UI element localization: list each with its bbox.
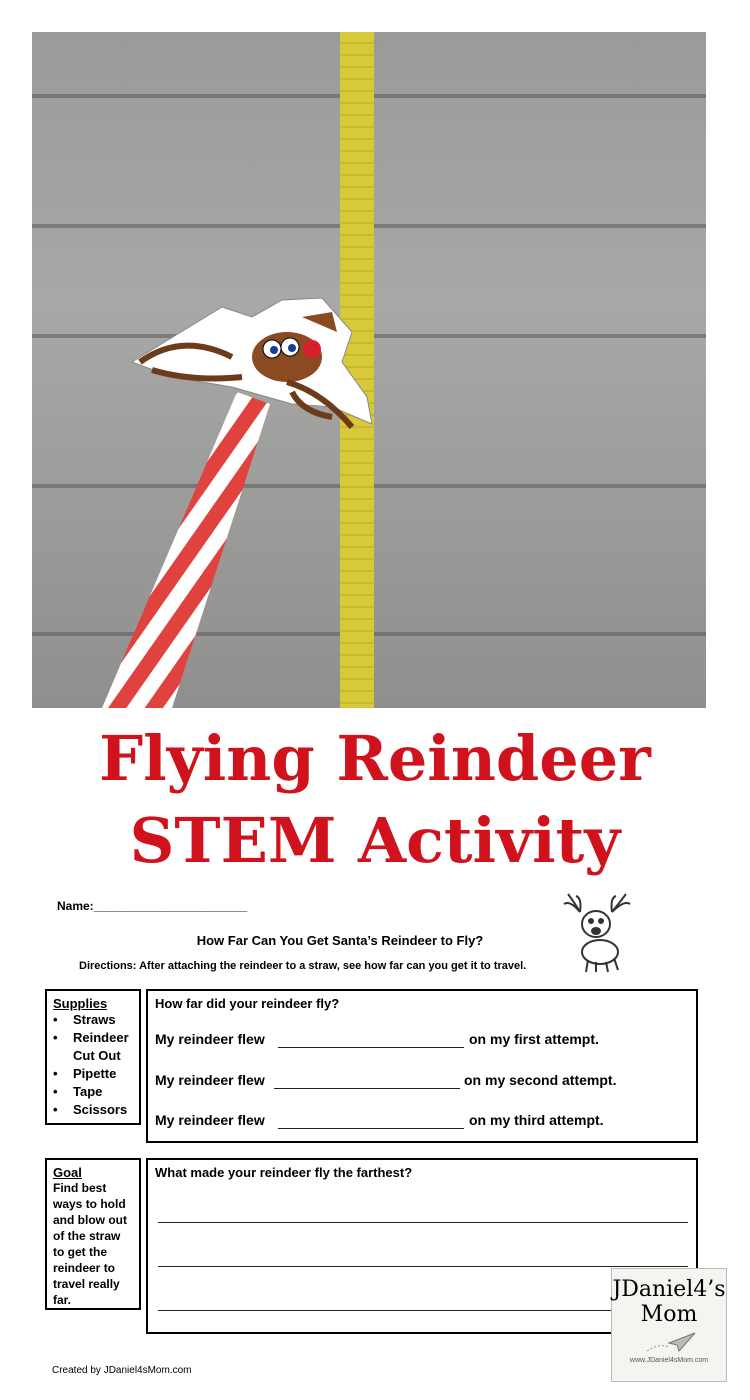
supply-item: • Scissors <box>53 1101 133 1119</box>
worksheet-directions: Directions: After attaching the reindeer to a straw, see how far can you get it to travel. <box>79 960 527 972</box>
paper-plane-icon <box>639 1329 699 1357</box>
reflection-line-1[interactable] <box>158 1222 688 1223</box>
logo-line1: JDaniel4’s <box>612 1277 726 1302</box>
reflection-question: What made your reindeer fly the farthest? <box>155 1165 413 1180</box>
reindeer-icon <box>560 892 636 974</box>
attempts-box <box>146 989 698 1143</box>
page-title-line1: Flying Reindeer <box>99 722 651 795</box>
straw-and-reindeer <box>32 32 706 708</box>
attempt-3-suffix: on my third attempt. <box>469 1112 604 1128</box>
attempt-2-label: My reindeer flew <box>155 1072 265 1088</box>
attempts-question: How far did your reindeer fly? <box>155 996 340 1011</box>
reflection-line-2[interactable] <box>158 1266 688 1267</box>
supplies-label: Supplies <box>53 996 108 1011</box>
supplies-box <box>45 989 141 1125</box>
goal-box <box>45 1158 141 1310</box>
attempt-1-suffix: on my first attempt. <box>469 1031 599 1047</box>
goal-label: Goal <box>53 1165 82 1180</box>
site-logo[interactable] <box>611 1268 727 1382</box>
attempt-3-label: My reindeer flew <box>155 1112 265 1128</box>
attempt-1-label: My reindeer flew <box>155 1031 265 1047</box>
goal-text: Find best ways to hold and blow out of the straw to get the reindeer to travel really far. <box>53 1181 127 1307</box>
reflection-line-3[interactable] <box>158 1310 618 1311</box>
supply-item: • Pipette <box>53 1065 133 1083</box>
worksheet-heading: How Far Can You Get Santa’s Reindeer to Fly? <box>196 933 484 948</box>
hero-photo <box>32 32 706 708</box>
attempt-1-blank[interactable] <box>278 1047 464 1048</box>
attempt-2-blank[interactable] <box>274 1088 460 1089</box>
supply-item: • Straws <box>53 1011 133 1029</box>
supply-item: • Tape <box>53 1083 133 1101</box>
logo-url: www.JDaniel4sMom.com <box>629 1357 709 1364</box>
footer-credit: Created by JDaniel4sMom.com <box>52 1365 192 1376</box>
attempt-2-suffix: on my second attempt. <box>464 1072 617 1088</box>
logo-line2: Mom <box>640 1302 698 1327</box>
page-title-line2: STEM Activity <box>129 804 621 877</box>
supply-item: • Reindeer Cut Out <box>53 1029 133 1065</box>
name-field-label: Name:_______________________ <box>57 899 248 913</box>
attempt-3-blank[interactable] <box>278 1128 464 1129</box>
